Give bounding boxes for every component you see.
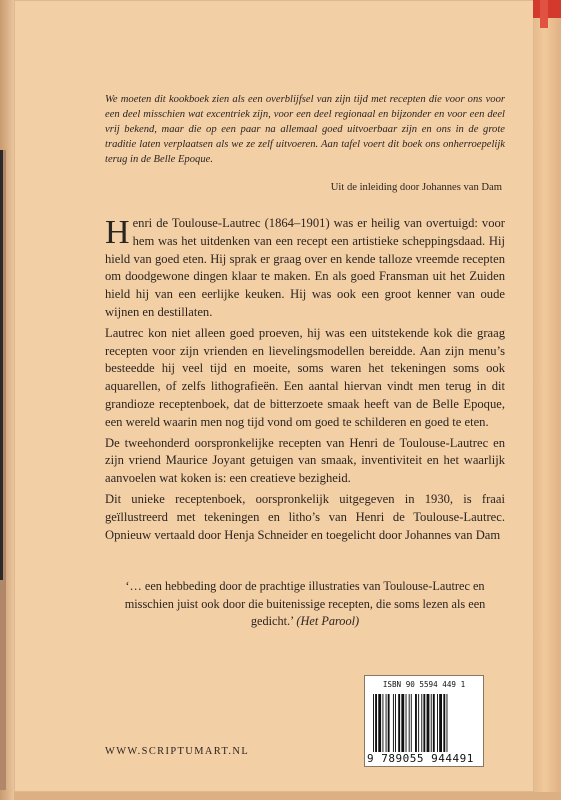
isbn-number: ISBN 90 5594 449 1 — [382, 680, 466, 689]
blurb-body — [105, 215, 505, 488]
barcode-bars — [373, 694, 475, 752]
publisher-website: WWW.SCRIPTUMART.NL — [105, 746, 250, 757]
book-bottom-edge — [14, 792, 561, 800]
adjacent-book-dark-edge — [0, 150, 3, 580]
press-review — [120, 578, 490, 631]
book-spine-right — [534, 0, 561, 800]
adjacent-book-red-accent — [540, 0, 548, 28]
drop-cap: H — [105, 214, 130, 251]
blurb-paragraph-1 — [105, 215, 505, 322]
isbn-barcode — [364, 675, 484, 767]
barcode-digits: 9 789055 944491 — [367, 752, 474, 765]
blurb-paragraph-1-text: enri de Toulouse-Lautrec (1864–1901) was er heilig van overtuigd: voor hem was het uitdenken van een recept een artistieke scheppingsdaad. Hij hield van goed eten. Hij sprak er graag over en kende talloze vreemde recepten om doodgewone dingen klaar te maken. En als goed Fransman uit het Zuiden hield hij van een eerlijke keuken. Hij was ook een groot kenner van oude wijnen en destillaten. — [105, 216, 505, 319]
intro-quote-attribution: Uit de inleiding door Johannes van Dam — [330, 182, 502, 193]
press-review-source: (Het Parool) — [296, 614, 360, 629]
blurb-paragraph-2: Lautrec kon niet alleen goed proeven, hij was een uitstekende kok die graag recepten voor zijn vrienden en lievelingsmodellen bereidde. Aan zijn menu’s besteedde hij veel tijd en moeite, soms waren het tekeningen soms ook aquarellen, of zelfs lithografieën. Een aantal hiervan vindt men terug in dit grandioze receptenboek, dat de bitterzoete smaak heeft van de Belle Epoque, een wereld waarin men nog tijd vond om goed te schilderen en goed te eten. — [105, 325, 505, 429]
book-description: Dit unieke receptenboek, oorspronkelijk uitgegeven in 1930, is fraai geïllustreerd met tekeningen en litho’s van Henri de Toulouse-Lautrec. Opnieuw vertaald door Henja Schneider en toegelicht door Johannes van Dam — [105, 492, 505, 542]
press-review-text: ‘… een hebbeding door de prachtige illustraties van Toulouse-Lautrec en misschien juist ook door die buitenissige recepten, die soms lezen als een gedicht.’ — [124, 579, 486, 629]
blurb-paragraph-3: De tweehonderd oorspronkelijke recepten van Henri de Toulouse-Lautrec en zijn vriend Maurice Joyant getuigen van smaak, inventiviteit en het waarlijk aanvoelen wat koken is: een creatieve bezigheid. — [105, 435, 505, 486]
intro-quote: We moeten dit kookboek zien als een overblijfsel van zijn tijd met recepten die voor ons voor een deel misschien wat excentriek zijn, voor een deel regionaal en bijzonder en voor een deel vrij bekend, maar die op een paar na allemaal goed uitvoerbaar zijn en ons in de grote traditie laten verplaatsen als we ze zelf uitvoeren. Aan tafel voert dit boek ons onherroepelijk terug in de Belle Epoque. — [105, 94, 505, 166]
